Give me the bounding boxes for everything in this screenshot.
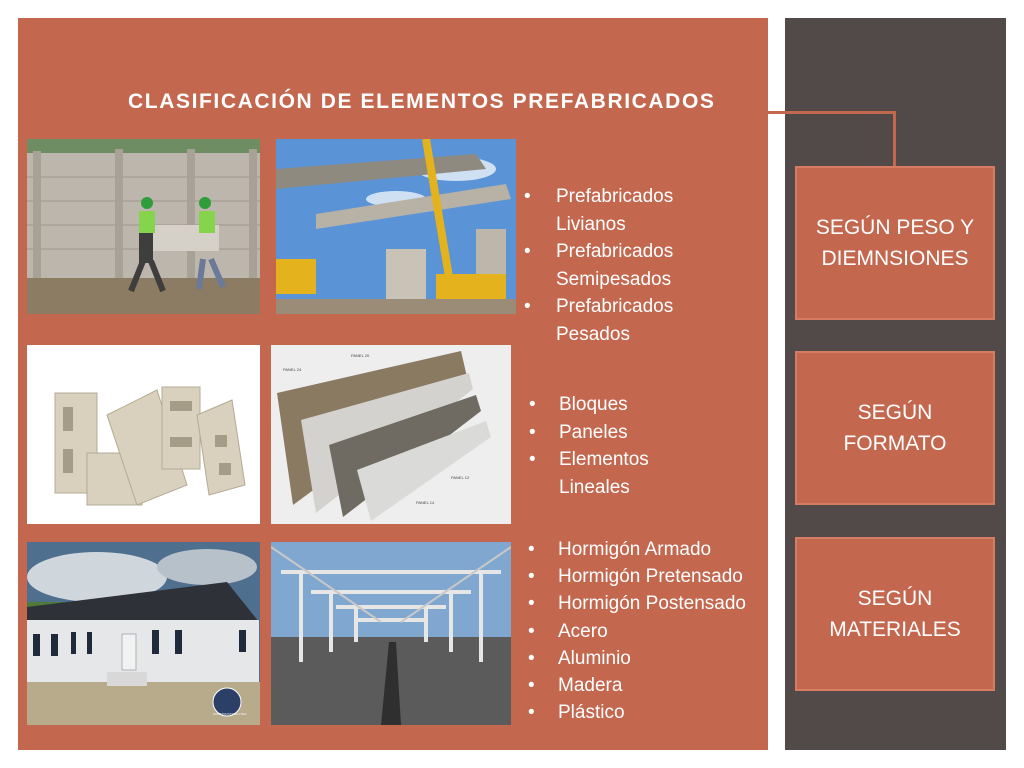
- category-box-peso: [795, 166, 995, 320]
- photo-crane-beam: [276, 139, 516, 314]
- list-item: • Madera: [526, 672, 776, 699]
- list-item: • Bloques: [527, 391, 727, 419]
- list-materiales: [526, 536, 776, 726]
- list-item: • Prefabricados Pesados: [522, 293, 712, 348]
- list-item: • Elementos Lineales: [527, 446, 689, 501]
- photo-concrete-blocks: [27, 345, 260, 524]
- photo-workers-panel: [27, 139, 260, 314]
- panel-label-1: PANEL 24: [283, 367, 302, 372]
- list-peso: [522, 183, 712, 348]
- connector-line: [768, 111, 896, 114]
- category-box-materiales: [795, 537, 995, 691]
- list-item: • Aluminio: [526, 645, 776, 672]
- category-label-peso: SEGÚN PESO Y DIEMNSIONES: [815, 216, 975, 270]
- connector-line-vertical: [893, 111, 896, 166]
- panel-label-4: PANEL 14: [416, 500, 435, 505]
- category-label-formato: SEGÚN FORMATO: [843, 401, 947, 455]
- list-item: • Prefabricados Livianos: [522, 183, 712, 238]
- list-item: • Acero: [526, 618, 776, 645]
- list-item: • Hormigón Armado: [526, 536, 776, 563]
- photo-steel-frame: [271, 542, 511, 725]
- list-item: • Paneles: [527, 419, 727, 447]
- list-item: • Hormigón Postensado: [526, 590, 776, 617]
- list-formato: [527, 391, 727, 501]
- category-box-formato: [795, 351, 995, 505]
- list-item: • Plástico: [526, 699, 776, 726]
- list-item: • Hormigón Pretensado: [526, 563, 776, 590]
- panel-label-2: PANEL 20: [351, 353, 370, 358]
- photo-logo-text: CONSTRUCTORA LTDA: [213, 712, 247, 716]
- photo-prefab-house: [27, 542, 260, 725]
- photo-stacked-panels: [271, 345, 511, 524]
- list-item: • Prefabricados Semipesados: [522, 238, 712, 293]
- category-label-materiales: SEGÚN MATERIALES: [829, 587, 961, 641]
- panel-label-3: PANEL 12: [451, 475, 470, 480]
- slide-title: CLASIFICACIÓN DE ELEMENTOS PREFABRICADOS: [128, 90, 716, 113]
